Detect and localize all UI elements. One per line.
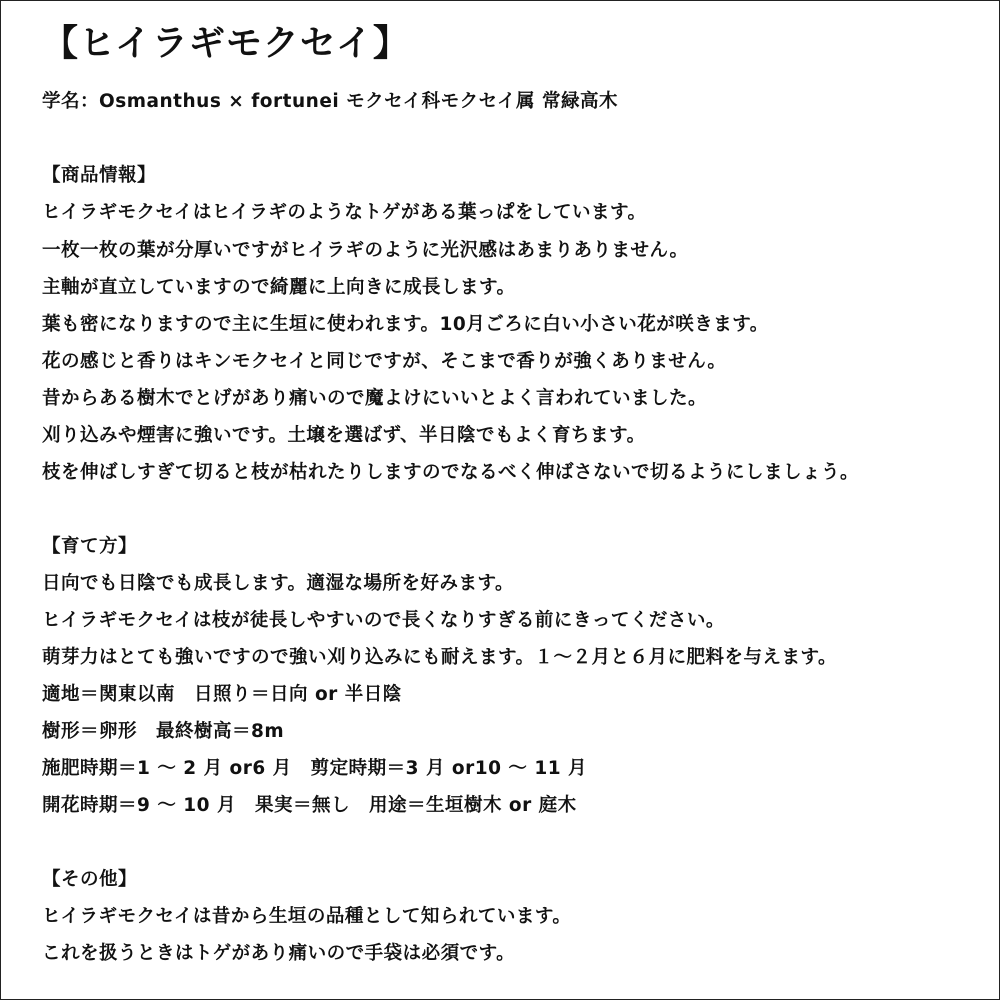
product-info-line: 昔からある樹木でとげがあり痛いので魔よけにいいとよく言われていました。 [42,388,708,409]
product-info-line: 刈り込みや煙害に強いです。土壌を選ばず、半日陰でもよく育ちます。 [42,425,646,446]
how-to-grow-line: 日向でも日陰でも成長します。適湿な場所を好みます。 [42,573,515,594]
product-info-line: 枝を伸ばしすぎて切ると枝が枯れたりしますのでなるべく伸ばさないで切るようにしましょう。 [42,462,860,483]
how-to-grow-line: 適地＝関東以南 日照り＝日向 or 半日陰 [42,684,402,705]
product-info-line: 葉も密になりますので主に生垣に使われます。10月ごろに白い小さい花が咲きます。 [42,314,769,335]
section-heading-how-to-grow: 【育て方】 [42,536,138,557]
section-heading-other: 【その他】 [42,869,138,890]
scientific-name: 学名：Osmanthus × fortunei モクセイ科モクセイ属 常緑高木 [42,91,618,112]
how-to-grow-line: 萌芽力はとても強いですので強い刈り込みにも耐えます。１～２月と６月に肥料を与えます。 [42,647,838,668]
other-line: これを扱うときはトゲがあり痛いので手袋は必須です。 [42,943,516,964]
product-info-line: 一枚一枚の葉が分厚いですがヒイラギのように光沢感はあまりありません。 [42,240,689,261]
other-line: ヒイラギモクセイは昔から生垣の品種として知られています。 [42,906,572,927]
how-to-grow-line: 開花時期＝9 ～ 10 月 果実＝無し 用途＝生垣樹木 or 庭木 [42,795,577,816]
product-info-line: 主軸が直立していますので綺麗に上向きに成長します。 [42,277,516,298]
how-to-grow-line: 樹形＝卵形 最終樹高＝8m [42,721,285,742]
how-to-grow-line: 施肥時期＝1 ～ 2 月 or6 月 剪定時期＝3 月 or10 ～ 11 月 [42,758,588,779]
how-to-grow-line: ヒイラギモクセイは枝が徒長しやすいので長くなりすぎる前にきってください。 [42,610,725,631]
product-info-line: 花の感じと香りはキンモクセイと同じですが、そこまで香りが強くありません。 [42,351,727,372]
product-info-line: ヒイラギモクセイはヒイラギのようなトゲがある葉っぱをしています。 [42,202,647,223]
section-heading-product-info: 【商品情報】 [42,165,157,186]
page-title: 【ヒイラギモクセイ】 [42,23,410,64]
